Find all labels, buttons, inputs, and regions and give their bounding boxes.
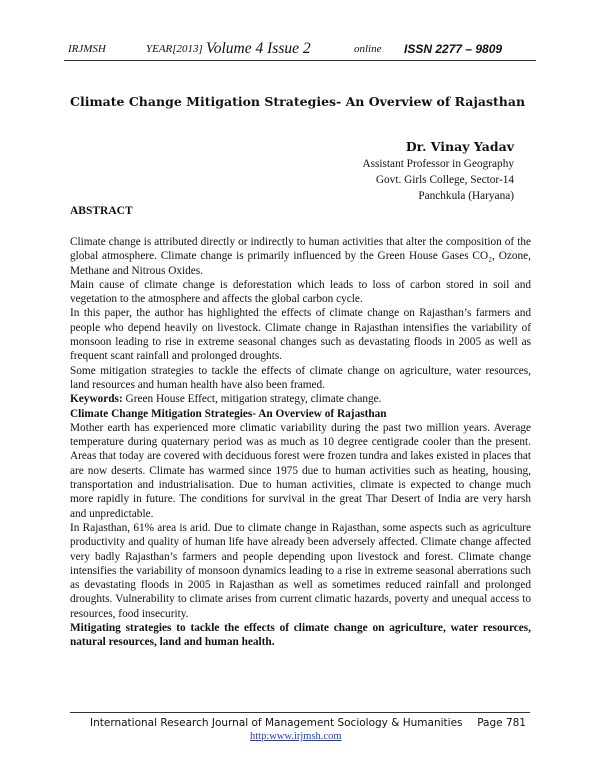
page-footer — [70, 712, 530, 742]
header-year: YEAR[2013] — [146, 43, 203, 55]
keywords-text: Green House Effect, mitigation strategy, climate change. — [122, 393, 382, 406]
affiliation-line: Assistant Professor in Geography — [362, 158, 514, 170]
paragraph: Some mitigation strategies to tackle the effects of climate change on agriculture, water resources, land resources and human health have also been framed. — [70, 364, 531, 391]
footer-url-link[interactable]: http:www.irjmsh.com — [250, 731, 342, 742]
footer-page-number: Page 781 — [477, 717, 526, 729]
affiliation-line: Govt. Girls College, Sector-14 — [375, 173, 514, 186]
paragraph: In Rajasthan, 61% area is arid. Due to climate change in Rajasthan, some aspects such as agriculture productivity and quality of human life have already been adversely affected. Climate change affected very badly Rajasthan’s farmers and people depending upon livestock and forest. Climate change intensifies the variability of monsoon dynamics leading to a rise in extreme seasonal aberrations such as devastating floods in 2005 in Rajasthan as well as sometimes reduced rainfall and prolonged droughts. Vulnerability to climate arises from current climatic hazards, poverty and unequal access to resources, food insecurity. — [70, 521, 531, 620]
page-header — [64, 40, 536, 61]
paragraph: In this paper, the author has highlighted the effects of climate change on Rajasthan’s farmers and people who depend heavily on livestock. Climate change in Rajasthan intensifies the variability of monsoon leading to rise in extreme seasonal changes such as devastating floods in 2005 as well as frequent scant rainfall and prolonged droughts. — [70, 307, 531, 363]
header-issn: ISSN 2277 – 9809 — [404, 42, 503, 56]
section-heading: Climate Change Mitigation Strategies- An Overview of Rajasthan — [70, 407, 387, 420]
body-text — [70, 235, 531, 650]
paragraph: Main cause of climate change is deforestation which leads to loss of carbon stored in soil and vegetation to the atmosphere and affects the global carbon cycle. — [70, 278, 531, 306]
header-volume: Volume 4 Issue 2 — [206, 40, 311, 57]
abstract-heading: ABSTRACT — [70, 205, 133, 217]
paragraph: Climate change is attributed directly or indirectly to human activities that alter the composition of the global atmosphere. Climate change is primarily influenced by the Green House Gases CO₂, Ozone, Methane and Nitrous Oxides. — [70, 236, 531, 277]
paragraph-bold: Mitigating strategies to tackle the effects of climate change on agriculture, water resources, natural resources, land and human health. — [70, 622, 531, 649]
paper-title: Climate Change Mitigation Strategies- An Overview of Rajasthan — [70, 94, 526, 109]
keywords-label: Keywords: — [70, 393, 123, 406]
keywords — [70, 392, 531, 406]
footer-journal: International Research Journal of Management Sociology & Humanities — [90, 717, 463, 729]
paragraph: Mother earth has experienced more climatic variability during the past two million years. Average temperature during quaternary period was as much as 10 degree centigrade cooler than the present. Areas that today are covered with deciduous forest were frozen tundra and lakes existed in places that are now deserts. Climate has warmed since 1975 due to human activities such as heating, housing, transportation and industrialisation. Due to human activities, climate is expected to change much more rapidly in future. The conditions for survival in the great Thar Desert of India are very harsh and unpredictable. — [70, 421, 531, 520]
affiliation-line: Panchkula (Haryana) — [418, 189, 514, 202]
author-affiliation — [362, 157, 514, 204]
author-name: Dr. Vinay Yadav — [405, 139, 514, 154]
header-journal: IRJMSH — [68, 43, 106, 55]
header-online: online — [354, 43, 382, 55]
